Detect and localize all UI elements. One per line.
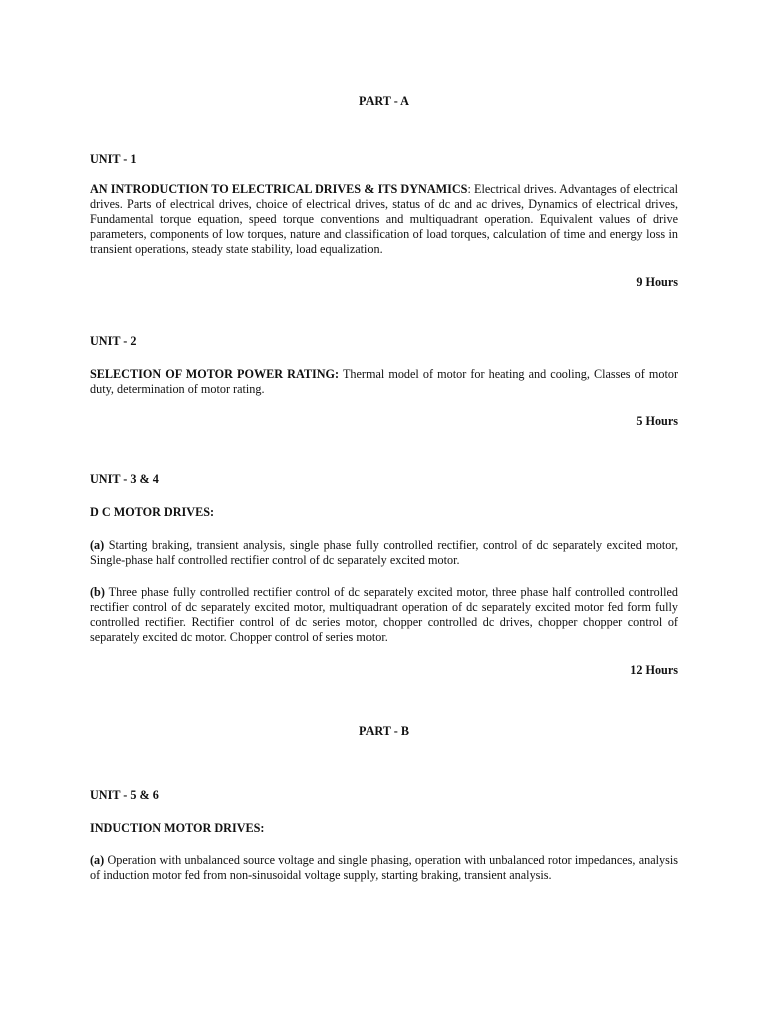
unit-5-6-part-a [90, 853, 678, 883]
unit-2-heading: UNIT - 2 [90, 334, 137, 348]
part-b-label: (b) [90, 585, 105, 599]
unit-3-4-heading: UNIT - 3 & 4 [90, 472, 159, 486]
part-a-heading: PART - A [359, 94, 409, 108]
part-a-label: (a) [90, 538, 105, 552]
unit-2-title: SELECTION OF MOTOR POWER RATING: [90, 367, 340, 381]
unit-5-6-title: INDUCTION MOTOR DRIVES: [90, 821, 265, 835]
unit-1-body: : Electrical drives. Advantages of electrical drives. Parts of electrical drives, choice of electrical drives, status of dc and ac drives, Dynamics of electrical drives, Fundamental torque equation, speed torque conventions and multiquadrant operation. Equivalent values of drive parameters, components of low torques, nature and classification of load torques, calculation of time and energy loss in transient operations, steady state stability, load equalization. [90, 182, 678, 256]
unit-3-4-part-a [90, 538, 678, 568]
unit-3-4-part-b [90, 585, 678, 645]
unit-1-title: AN INTRODUCTION TO ELECTRICAL DRIVES & ITS DYNAMICS [90, 182, 468, 196]
unit-3-4-title: D C MOTOR DRIVES: [90, 505, 215, 519]
unit-5-6-heading: UNIT - 5 & 6 [90, 788, 159, 802]
part-a-label: (a) [90, 853, 105, 867]
part-a-text: Starting braking, transient analysis, single phase fully controlled rectifier, control of dc separately excited motor, Single-phase half controlled rectifier control of dc separately excited motor. [90, 538, 678, 567]
unit-1-heading: UNIT - 1 [90, 152, 137, 166]
unit-3-4-hours: 12 Hours [630, 663, 678, 677]
unit-1-paragraph [90, 182, 678, 257]
unit-1-hours: 9 Hours [636, 275, 678, 289]
unit-2-body: Thermal model of motor for heating and cooling, Classes of motor duty, determination of motor rating. [90, 367, 679, 396]
part-b-text: Three phase fully controlled rectifier control of dc separately excited motor, three phase half controlled controlled rectifier control of dc separately excited motor, multiquadrant operation of dc separately excited motor fed form fully controlled rectifier. Rectifier control of dc series motor, chopper controlled dc drives, chopper chopper control of separately excited dc motor. Chopper control of series motor. [90, 585, 678, 644]
unit-2-paragraph [90, 367, 678, 397]
unit-2-hours: 5 Hours [636, 414, 678, 428]
part-b-heading: PART - B [359, 724, 409, 738]
part-a-text: Operation with unbalanced source voltage and single phasing, operation with unbalanced rotor impedances, analysis of induction motor fed from non-sinusoidal voltage supply, starting braking, transient analysis. [90, 853, 678, 882]
